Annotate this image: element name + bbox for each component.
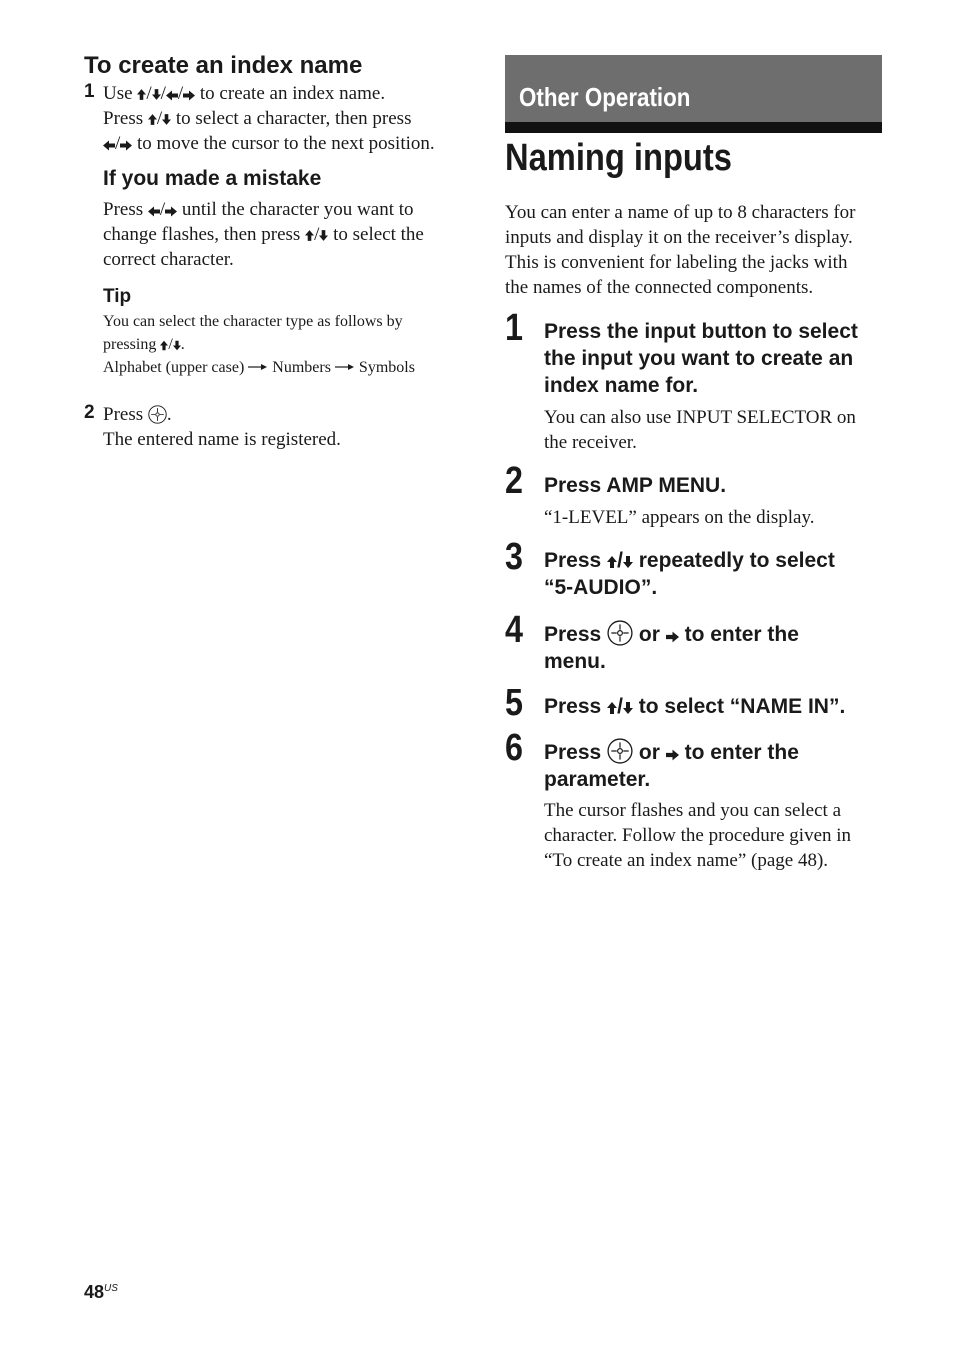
text-line: the input you want to create an (544, 347, 854, 370)
step-number: 2 (505, 460, 523, 502)
text-line: Use / / / to create an index name. (103, 83, 386, 104)
left-arrow-icon (166, 90, 178, 101)
text-line (544, 620, 799, 648)
step-heading (544, 547, 835, 601)
section-header-underline (505, 122, 882, 133)
text: . (166, 404, 172, 425)
index-name-heading: To create an index name (84, 52, 363, 79)
up-arrow-icon (607, 555, 617, 569)
up-arrow-icon (305, 229, 314, 242)
text-line: the receiver. (544, 432, 637, 453)
text: to enter the (684, 623, 799, 646)
up-arrow-icon (137, 88, 146, 101)
right-arrow-icon (165, 206, 177, 217)
section-title: Other Operation (519, 82, 691, 112)
down-arrow-icon (173, 340, 181, 351)
arrow-right-icon (248, 363, 268, 371)
text: Press (103, 108, 144, 129)
up-arrow-icon (148, 113, 157, 126)
step-heading (544, 472, 726, 499)
text: or (638, 623, 660, 646)
text-line: change flashes, then press / to select the (103, 224, 424, 245)
enter-button-icon (607, 738, 633, 764)
text-line: Press / until the character you want to (103, 199, 414, 220)
step-body (544, 405, 856, 455)
text: Press (544, 695, 602, 718)
right-arrow-icon (666, 631, 679, 643)
tip-text (103, 310, 415, 379)
down-arrow-icon (623, 701, 633, 715)
text: Press (544, 623, 602, 646)
text-line: You can also use INPUT SELECTOR on (544, 407, 856, 428)
text-line: the names of the connected components. (505, 277, 814, 298)
text-line (103, 402, 341, 427)
right-arrow-icon (183, 90, 195, 101)
down-arrow-icon (319, 229, 328, 242)
text: pressing (103, 336, 157, 353)
tip-label: Tip (103, 286, 132, 307)
text-line (103, 356, 415, 379)
text: Alphabet (upper case) (103, 359, 245, 376)
text: until the character you want to (181, 199, 414, 220)
right-arrow-icon (120, 140, 132, 151)
text-line: Press / repeatedly to select (544, 549, 835, 572)
left-step2-text (103, 402, 341, 452)
left-step-number: 1 (84, 81, 95, 102)
text: to create an index name. (199, 83, 386, 104)
arrow-right-icon (335, 363, 355, 371)
enter-button-icon (607, 620, 633, 646)
text-line: “To create an index name” (page 48). (544, 850, 829, 871)
text: Press (103, 199, 144, 220)
step-body (544, 798, 851, 873)
text: Press (544, 549, 602, 572)
text-line: You can select the character type as follows by (103, 313, 403, 330)
text-line: The cursor flashes and you can select a (544, 800, 842, 821)
left-arrow-icon (103, 140, 115, 151)
step-number: 6 (505, 727, 523, 769)
text-line: This is convenient for labeling the jacks with (505, 252, 848, 273)
intro-paragraph (505, 200, 856, 300)
mistake-text (103, 197, 424, 272)
right-arrow-icon (666, 749, 679, 761)
text-line (544, 738, 799, 766)
text-line: The entered name is registered. (103, 429, 341, 450)
step-number: 5 (505, 682, 523, 724)
left-step1-text (103, 81, 435, 156)
text: or (638, 741, 660, 764)
text-line: Press the input button to select (544, 320, 858, 343)
enter-button-icon (148, 405, 167, 424)
page-number-value: 48 (84, 1282, 105, 1302)
text-line: index name for. (544, 374, 699, 397)
mistake-heading: If you made a mistake (103, 167, 322, 190)
text-line: Press AMP MENU. (544, 474, 727, 497)
text: . (180, 336, 185, 353)
text-line: correct character. (103, 249, 234, 270)
text: Press (103, 404, 144, 425)
text: Numbers (272, 359, 331, 376)
up-arrow-icon (160, 340, 168, 351)
text: to select “NAME IN”. (638, 695, 846, 718)
step-body (544, 505, 814, 530)
step-heading (544, 693, 845, 720)
text-line: / to move the cursor to the next position. (103, 131, 435, 156)
text-line: pressing / . (103, 336, 185, 353)
text-line: Press / to select a character, then press (103, 108, 412, 129)
step-number: 1 (505, 307, 523, 349)
text-line: “5-AUDIO”. (544, 576, 658, 599)
text: to enter the (684, 741, 799, 764)
step-heading (544, 738, 799, 793)
text: Symbols (358, 359, 415, 376)
down-arrow-icon (623, 555, 633, 569)
page-region-suffix: US (104, 1283, 118, 1294)
text: repeatedly to select (638, 549, 835, 572)
text: Press (544, 741, 602, 764)
text-line: You can enter a name of up to 8 characters for (505, 202, 856, 223)
text-line: Press / to select “NAME IN”. (544, 695, 846, 718)
left-arrow-icon (148, 206, 160, 217)
up-arrow-icon (607, 701, 617, 715)
text-line: inputs and display it on the receiver’s display. (505, 227, 853, 248)
text-line: “1-LEVEL” appears on the display. (544, 507, 815, 528)
page-title: Naming inputs (505, 137, 732, 179)
left-step-number: 2 (84, 402, 95, 423)
step-number: 3 (505, 536, 523, 578)
text-line: character. Follow the procedure given in (544, 825, 852, 846)
text: Use (103, 83, 133, 104)
text: to select the (333, 224, 424, 245)
page-number (84, 1282, 118, 1303)
step-heading (544, 620, 799, 675)
step-heading (544, 318, 858, 399)
text-line: menu. (544, 650, 606, 673)
text-line: parameter. (544, 768, 651, 791)
down-arrow-icon (162, 113, 171, 126)
text: to move the cursor to the next position. (137, 133, 435, 154)
step-number: 4 (505, 609, 523, 651)
text: to select a character, then press (175, 108, 412, 129)
down-arrow-icon (152, 88, 161, 101)
text: change flashes, then press (103, 224, 301, 245)
